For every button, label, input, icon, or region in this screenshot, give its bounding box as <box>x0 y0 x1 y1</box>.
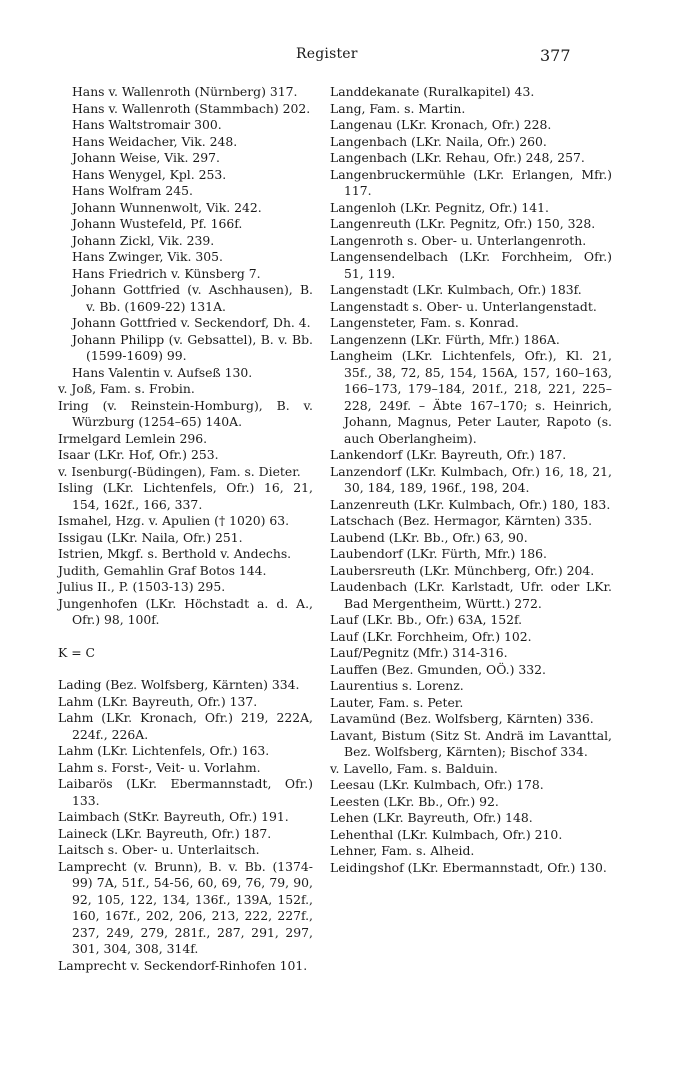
section-heading: K = C <box>58 644 95 660</box>
index-entry: Laurentius s. Lorenz. <box>330 678 464 693</box>
index-entry: v. Joß, Fam. s. Frobin. <box>58 381 195 396</box>
index-entry: Langenau (LKr. Kronach, Ofr.) 228. <box>330 117 552 132</box>
index-entry: Lehner, Fam. s. Alheid. <box>330 843 475 858</box>
right-column <box>330 84 612 876</box>
index-entry: Hans Valentin v. Aufseß 130. <box>72 364 253 380</box>
index-entry: Hans Wenygel, Kpl. 253. <box>72 166 227 182</box>
index-entry: Johann Weise, Vik. 297. <box>72 150 220 165</box>
index-entry: Laimbach (StKr. Bayreuth, Ofr.) 191. <box>58 809 289 824</box>
index-entry: Lavant, Bistum (Sitz St. Andrä im Lavanttal, Bez. Wolfsberg, Kärnten); Bischof 334. <box>330 727 612 759</box>
index-entry: Irmelgard Lemlein 296. <box>58 430 208 446</box>
index-entry: Latschach (Bez. Hermagor, Kärnten) 335. <box>330 513 593 528</box>
index-entry: Isaar (LKr. Hof, Ofr.) 253. <box>58 447 219 462</box>
index-entry: Leesten (LKr. Bb., Ofr.) 92. <box>330 793 499 809</box>
index-entry: Istrien, Mkgf. s. Berthold v. Andechs. <box>58 546 292 561</box>
index-entry: Judith, Gemahlin Graf Botos 144. <box>58 562 267 578</box>
l-entries-left <box>58 677 313 974</box>
index-entry: Langenloh (LKr. Pegnitz, Ofr.) 141. <box>330 199 549 215</box>
index-entry: Lankendorf (LKr. Bayreuth, Ofr.) 187. <box>330 447 567 462</box>
index-entry: Langenbach (LKr. Rehau, Ofr.) 248, 257. <box>330 150 585 165</box>
index-entry: Langenroth s. Ober- u. Unterlangenroth. <box>330 232 587 248</box>
index-entry: Hans Waltstromair 300. <box>72 117 222 132</box>
index-entry: Langensteter, Fam. s. Konrad. <box>330 315 519 330</box>
index-entry: Lauf (LKr. Bb., Ofr.) 63A, 152f. <box>330 612 523 627</box>
index-entry: Laubend (LKr. Bb., Ofr.) 63, 90. <box>330 529 528 545</box>
index-entry: Landdekanate (Ruralkapitel) 43. <box>330 84 535 99</box>
running-title: Register <box>296 46 358 62</box>
index-entry: Lanzendorf (LKr. Kulmbach, Ofr.) 16, 18, 21, 30, 184, 189, 196f., 198, 204. <box>330 463 612 495</box>
i-j-entries <box>58 381 313 629</box>
page-number: 377 <box>540 46 571 65</box>
index-entry: Lavamünd (Bez. Wolfsberg, Kärnten) 336. <box>330 711 594 726</box>
index-entry: Johann Gottfried v. Seckendorf, Dh. 4. <box>72 315 311 330</box>
index-entry: Hans Friedrich v. Künsberg 7. <box>72 265 261 281</box>
index-entry: Hans Weidacher, Vik. 248. <box>72 133 238 149</box>
index-entry: Laubersreuth (LKr. Münchberg, Ofr.) 204. <box>330 562 595 578</box>
index-entry: Langensendelbach (LKr. Forchheim, Ofr.) 51, 119. <box>330 249 612 281</box>
index-entry: Langenbach (LKr. Naila, Ofr.) 260. <box>330 133 547 149</box>
index-entry: Johann Gottfried (v. Aschhausen), B. v. Bb. (1609-22) 131A. <box>72 282 313 314</box>
index-entry: Johann Zickl, Vik. 239. <box>72 232 215 248</box>
index-entry: Johann Wustefeld, Pf. 166f. <box>72 216 243 231</box>
index-entry: Langenbruckermühle (LKr. Erlangen, Mfr.) 117. <box>330 166 612 198</box>
hans-johann-subentries <box>58 84 313 381</box>
index-entry: Lamprecht (v. Brunn), B. v. Bb. (1374-99) 7A, 51f., 54-56, 60, 69, 76, 79, 90, 92, 105, 122, 134, 136f., 139A, 152f., 160, 167f., 202, 206, 213, 222, 227f., 237, 249, 279, 281f., 287, 291, 297, 301, 304, 308, 314f. <box>58 858 313 956</box>
index-entry: Julius II., P. (1503-13) 295. <box>58 579 226 594</box>
index-entry: Hans Wolfram 245. <box>72 183 193 198</box>
index-entry: Leidingshof (LKr. Ebermannstadt, Ofr.) 130. <box>330 859 607 875</box>
index-entry: Laibarös (LKr. Ebermannstadt, Ofr.) 133. <box>58 776 313 808</box>
index-entry: Lehen (LKr. Bayreuth, Ofr.) 148. <box>330 810 533 825</box>
index-entry: Lahm s. Forst-, Veit- u. Vorlahm. <box>58 759 261 775</box>
index-entry: v. Lavello, Fam. s. Balduin. <box>330 760 498 776</box>
index-entry: Lahm (LKr. Kronach, Ofr.) 219, 222A, 224f., 226A. <box>58 710 313 742</box>
l-entries-right <box>330 84 612 876</box>
index-entry: Iring (v. Reinstein-Homburg), B. v. Würzburg (1254–65) 140A. <box>58 397 313 429</box>
index-entry: Isling (LKr. Lichtenfels, Ofr.) 16, 21, 154, 162f., 166, 337. <box>58 480 313 512</box>
index-entry: Lauter, Fam. s. Peter. <box>330 694 464 710</box>
index-entry: Laineck (LKr. Bayreuth, Ofr.) 187. <box>58 825 272 841</box>
index-entry: Hans v. Wallenroth (Stammbach) 202. <box>72 100 311 116</box>
index-entry: Langenstadt (LKr. Kulmbach, Ofr.) 183f. <box>330 282 582 297</box>
index-entry: Langenstadt s. Ober- u. Unterlangenstadt. <box>330 298 597 314</box>
index-entry: v. Isenburg(-Büdingen), Fam. s. Dieter. <box>58 463 301 479</box>
index-entry: Lauf (LKr. Forchheim, Ofr.) 102. <box>330 628 532 644</box>
index-entry: Lanzenreuth (LKr. Kulmbach, Ofr.) 180, 183. <box>330 496 611 512</box>
index-entry: Lahm (LKr. Lichtenfels, Ofr.) 163. <box>58 743 270 758</box>
index-entry: Lehenthal (LKr. Kulmbach, Ofr.) 210. <box>330 826 563 842</box>
index-entry: Lading (Bez. Wolfsberg, Kärnten) 334. <box>58 677 300 692</box>
index-entry: Lang, Fam. s. Martin. <box>330 100 466 116</box>
index-entry: Hans Zwinger, Vik. 305. <box>72 249 223 264</box>
index-entry: Langenzenn (LKr. Fürth, Mfr.) 186A. <box>330 331 560 347</box>
index-entry: Lauf/Pegnitz (Mfr.) 314-316. <box>330 645 508 660</box>
page-header <box>0 46 700 70</box>
index-entry: Langheim (LKr. Lichtenfels, Ofr.), Kl. 21, 35f., 38, 72, 85, 154, 156A, 157, 160–163, 166–173, 179–184, 201f., 218, 221, 225–228, 249f. – Äbte 167–170; s. Heinrich, Johann, Magnus, Peter Lauter, Rapoto (s. auch Oberlangheim). <box>330 348 612 446</box>
index-entry: Johann Philipp (v. Gebsattel), B. v. Bb. (1599-1609) 99. <box>72 331 313 363</box>
index-entry: Johann Wunnenwolt, Vik. 242. <box>72 199 262 215</box>
index-entry: Jungenhofen (LKr. Höchstadt a. d. A., Ofr.) 98, 100f. <box>58 595 313 627</box>
index-entry: Langenreuth (LKr. Pegnitz, Ofr.) 150, 328. <box>330 216 596 231</box>
index-entry: Lauffen (Bez. Gmunden, OÖ.) 332. <box>330 661 546 677</box>
index-entry: Issigau (LKr. Naila, Ofr.) 251. <box>58 529 243 545</box>
index-entry: Laudenbach (LKr. Karlstadt, Ufr. oder LKr. Bad Mergentheim, Württ.) 272. <box>330 579 612 611</box>
index-entry: Lamprecht v. Seckendorf-Rinhofen 101. <box>58 957 308 973</box>
index-entry: Leesau (LKr. Kulmbach, Ofr.) 178. <box>330 777 544 792</box>
index-entry: Hans v. Wallenroth (Nürnberg) 317. <box>72 84 298 99</box>
index-entry: Laubendorf (LKr. Fürth, Mfr.) 186. <box>330 546 547 561</box>
index-entry: Ismahel, Hzg. v. Apulien († 1020) 63. <box>58 513 290 528</box>
left-column <box>58 84 313 974</box>
index-entry: Lahm (LKr. Bayreuth, Ofr.) 137. <box>58 693 258 709</box>
index-entry: Laitsch s. Ober- u. Unterlaitsch. <box>58 842 260 857</box>
